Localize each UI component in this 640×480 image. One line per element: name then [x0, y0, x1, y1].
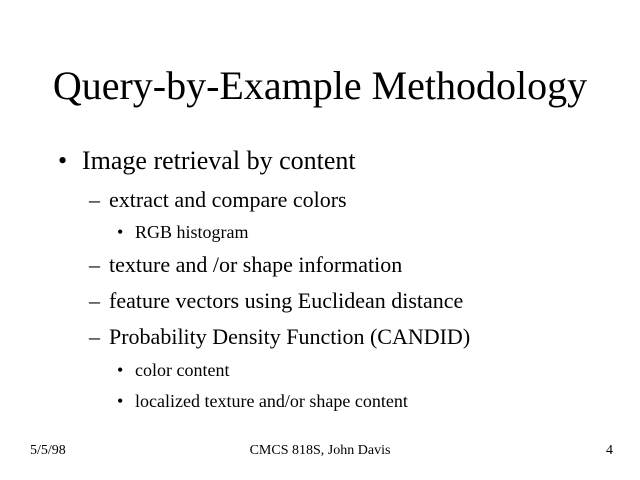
dash-marker: –: [89, 252, 100, 277]
dash-marker: –: [89, 288, 100, 313]
bullet-level3-localized-texture: [117, 390, 408, 412]
bullet-level2-probability-density: [89, 324, 470, 350]
footer-date: 5/5/98: [30, 443, 66, 458]
bullet-level3-rgb-histogram: [117, 221, 249, 243]
bullet-marker: •: [58, 146, 68, 175]
footer-page-number: 4: [606, 443, 613, 458]
bullet-marker: •: [117, 360, 124, 380]
bullet-text: extract and compare colors: [109, 187, 347, 212]
bullet-level2-extract-colors: [89, 187, 347, 213]
footer-author: CMCS 818S, John Davis: [249, 443, 391, 458]
bullet-text: Probability Density Function (CANDID): [109, 324, 471, 349]
bullet-marker: •: [117, 222, 124, 242]
bullet-text: Image retrieval by content: [82, 146, 356, 175]
slide-title: Query-by-Example Methodology: [52, 63, 588, 108]
dash-marker: –: [89, 187, 100, 212]
dash-marker: –: [89, 324, 100, 349]
bullet-text: RGB histogram: [135, 222, 249, 242]
bullet-marker: •: [117, 391, 124, 411]
bullet-text: texture and /or shape information: [109, 252, 403, 277]
bullet-text: localized texture and/or shape content: [135, 391, 408, 411]
bullet-level2-feature-vectors: [89, 288, 463, 314]
bullet-text: color content: [135, 360, 230, 380]
bullet-level1-image-retrieval: [58, 146, 356, 176]
bullet-level2-texture-shape: [89, 252, 402, 278]
bullet-text: feature vectors using Euclidean distance: [109, 288, 464, 313]
bullet-level3-color-content: [117, 359, 229, 381]
